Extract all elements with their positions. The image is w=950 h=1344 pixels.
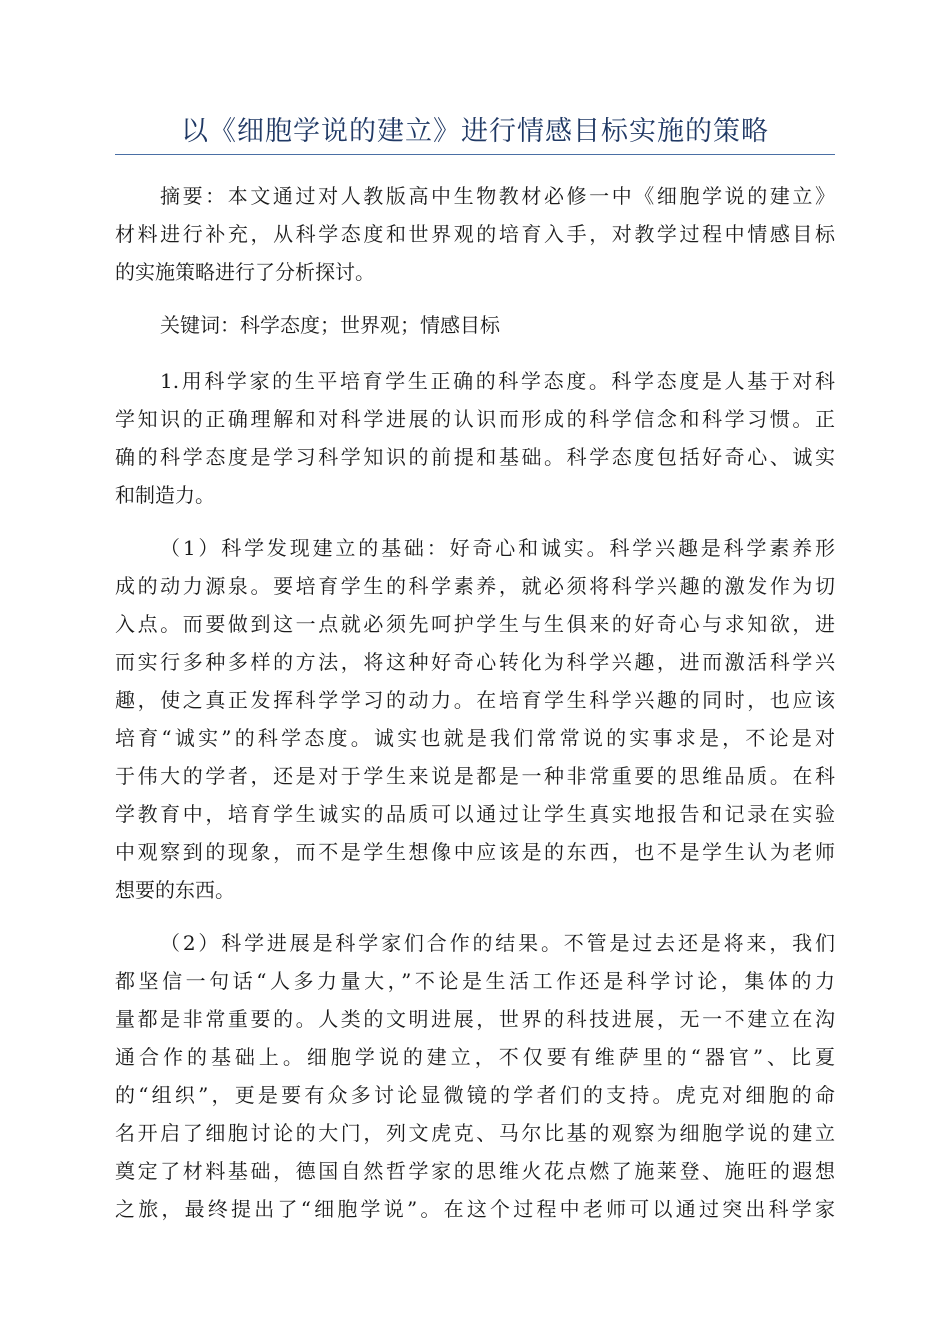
- section-1-1-line: 入点。而要做到这一点就必须先呵护学生与生俱来的好奇心与求知欲，进: [115, 612, 835, 636]
- section-1-2-line: （2）科学进展是科学家们合作的结果。不管是过去还是将来，我们: [160, 931, 835, 955]
- abstract-paragraph: [115, 177, 835, 291]
- keywords-paragraph: [115, 306, 835, 344]
- section-1-1-line: 中观察到的现象，而不是学生想像中应该是的东西，也不是学生认为老师: [115, 840, 835, 864]
- section-1-1-line: 想要的东西。: [115, 878, 235, 902]
- section-1-line: 确的科学态度是学习科学知识的前提和基础。科学态度包括好奇心、诚实: [115, 445, 835, 469]
- section-1-1-line: 成的动力源泉。要培育学生的科学素养，就必须将科学兴趣的激发作为切: [115, 574, 835, 598]
- section-1-2-paragraph: [115, 924, 835, 1228]
- abstract-line: 的实施策略进行了分析探讨。: [115, 260, 375, 284]
- keywords-line: 关键词：科学态度；世界观；情感目标: [160, 313, 500, 337]
- section-1-paragraph: [115, 362, 835, 514]
- document-title: 以《细胞学说的建立》进行情感目标实施的策略: [181, 116, 769, 147]
- section-1-1-line: （1）科学发现建立的基础：好奇心和诚实。科学兴趣是科学素养形: [160, 536, 835, 560]
- section-1-2-line: 都坚信一句话“人多力量大，”不论是生活工作还是科学讨论，集体的力: [115, 969, 835, 993]
- section-1-1-line: 培育“诚实”的科学态度。诚实也就是我们常常说的实事求是，不论是对: [115, 726, 835, 750]
- section-1-line: 1.用科学家的生平培育学生正确的科学态度。科学态度是人基于对科: [160, 369, 835, 393]
- section-1-2-line: 名开启了细胞讨论的大门，列文虎克、马尔比基的观察为细胞学说的建立: [115, 1121, 835, 1145]
- section-1-1-line: 于伟大的学者，还是对于学生来说是都是一种非常重要的思维品质。在科: [115, 764, 835, 788]
- section-1-2-line: 奠定了材料基础，德国自然哲学家的思维火花点燃了施莱登、施旺的遐想: [115, 1159, 835, 1183]
- section-1-line: 学知识的正确理解和对科学进展的认识而形成的科学信念和科学习惯。正: [115, 407, 835, 431]
- abstract-line: 摘要：本文通过对人教版高中生物教材必修一中《细胞学说的建立》: [160, 184, 835, 208]
- section-1-2-line: 之旅，最终提出了“细胞学说”。在这个过程中老师可以通过突出科学家: [115, 1197, 835, 1221]
- section-1-2-line: 量都是非常重要的。人类的文明进展，世界的科技进展，无一不建立在沟: [115, 1007, 835, 1031]
- section-1-1-line: 而实行多种多样的方法，将这种好奇心转化为科学兴趣，进而激活科学兴: [115, 650, 835, 674]
- section-1-line: 和制造力。: [115, 483, 215, 507]
- section-1-1-paragraph: [115, 529, 835, 909]
- section-1-1-line: 学教育中，培育学生诚实的品质可以通过让学生真实地报告和记录在实验: [115, 802, 835, 826]
- abstract-line: 材料进行补充，从科学态度和世界观的培育入手，对教学过程中情感目标: [115, 222, 835, 246]
- title-underline: [115, 154, 835, 155]
- section-1-2-line: 的“组织”，更是要有众多讨论显微镜的学者们的支持。虎克对细胞的命: [115, 1083, 835, 1107]
- section-1-2-line: 通合作的基础上。细胞学说的建立，不仅要有维萨里的“器官”、比夏: [115, 1045, 835, 1069]
- section-1-1-line: 趣，使之真正发挥科学学习的动力。在培育学生科学兴趣的同时，也应该: [115, 688, 835, 712]
